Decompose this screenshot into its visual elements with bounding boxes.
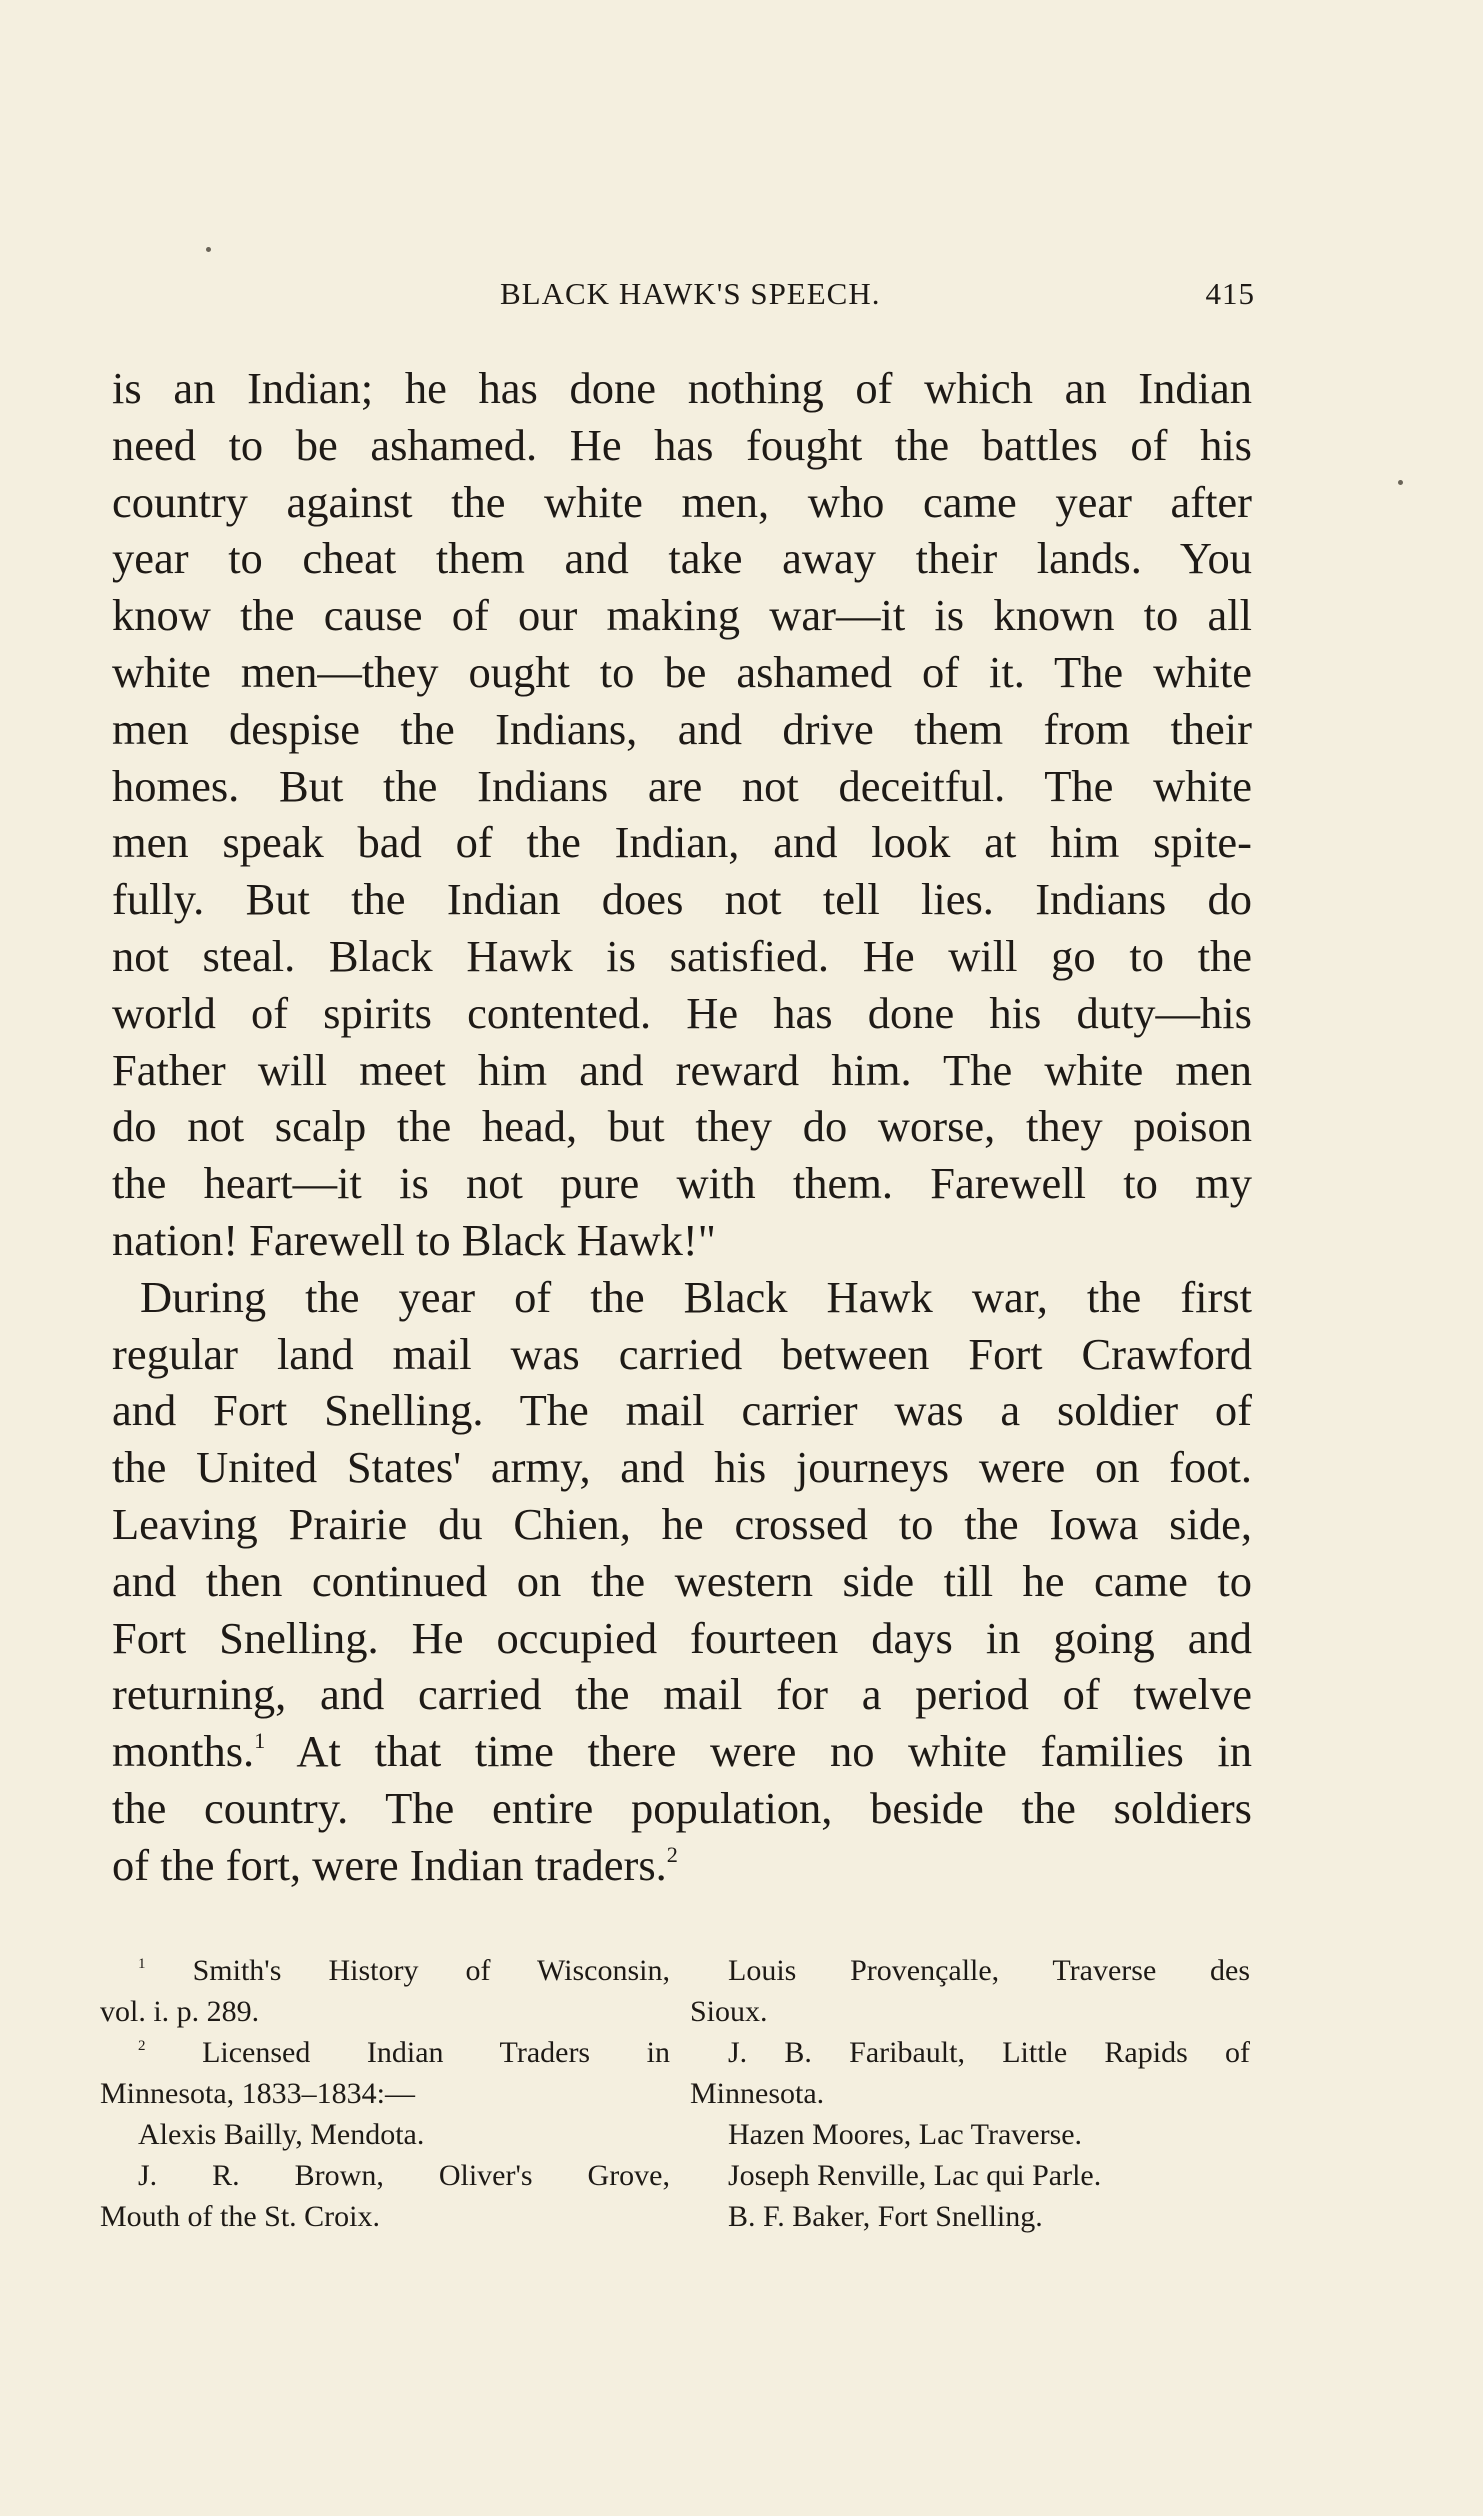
footnote-line: Hazen Moores, Lac Traverse. (728, 2118, 1083, 2151)
text-line: men speak bad of the Indian, and look at him spite- (112, 817, 1252, 868)
text-line: country against the white men, who came year after (112, 476, 1252, 527)
footnote-line: J. B. Faribault, Little Rapids of (728, 2036, 1250, 2069)
text-segment: of the fort, were Indian traders. (112, 1839, 667, 1890)
text-line-with-footnote (112, 1837, 1252, 1894)
text-line: and then continued on the western side till he came to (112, 1555, 1252, 1606)
text-line: nation! Farewell to Black Hawk!" (112, 1214, 716, 1265)
footnote-line: vol. i. p. 289. (100, 1995, 260, 2028)
text-segment: At that time there were no white families in (296, 1726, 1252, 1777)
text-line: fully. But the Indian does not tell lies. Indians do (112, 874, 1252, 925)
footnote-line: Alexis Bailly, Mendota. (138, 2118, 425, 2151)
footnotes-right-column (690, 1950, 1250, 2237)
text-line: year to cheat them and take away their lands. You (112, 533, 1252, 584)
footnotes-left-column (100, 1950, 670, 2237)
body-text (112, 360, 1252, 1894)
text-line: need to be ashamed. He has fought the battles of his (112, 419, 1252, 470)
text-line: do not scalp the head, but they do worse, they poison (112, 1101, 1252, 1152)
footnote-line (100, 2032, 670, 2073)
text-line: men despise the Indians, and drive them from their (112, 703, 1252, 754)
text-line: Father will meet him and reward him. The white men (112, 1044, 1252, 1095)
text-line: returning, and carried the mail for a period of twelve (112, 1669, 1252, 1720)
text-line: world of spirits contented. He has done his duty—his (112, 987, 1252, 1038)
running-title: BLACK HAWK'S SPEECH. (500, 276, 881, 311)
footnote-text: Licensed Indian Traders in (202, 2036, 670, 2069)
footnote-line: Minnesota, 1833–1834:— (100, 2077, 415, 2110)
running-header (500, 276, 1255, 316)
footnote-line: Sioux. (690, 1995, 768, 2028)
footnote-line: J. R. Brown, Oliver's Grove, (138, 2159, 670, 2192)
footnote-marker-1: 1 (138, 1956, 146, 1972)
text-segment: months. (112, 1726, 255, 1777)
text-line: regular land mail was carried between Fort Crawford (112, 1328, 1252, 1379)
text-line: the heart—it is not pure with them. Farewell to my (112, 1158, 1252, 1209)
text-line: During the year of the Black Hawk war, the first (140, 1271, 1252, 1322)
footnote-ref-1: 1 (254, 1728, 266, 1754)
footnote-text: Smith's History of Wisconsin, (192, 1954, 671, 1987)
text-line: and Fort Snelling. The mail carrier was a soldier of (112, 1385, 1252, 1436)
text-line: the country. The entire population, beside the soldiers (112, 1782, 1252, 1833)
footnote-marker-2: 2 (138, 2038, 146, 2054)
footnote-line: B. F. Baker, Fort Snelling. (728, 2200, 1043, 2233)
footnote-line: Mouth of the St. Croix. (100, 2200, 381, 2233)
footnote-line: Joseph Renville, Lac qui Parle. (728, 2159, 1102, 2192)
paper-speck (1398, 480, 1403, 485)
paper-speck (206, 247, 211, 252)
text-line: not steal. Black Hawk is satisfied. He will go to the (112, 930, 1252, 981)
text-line: Fort Snelling. He occupied fourteen days in going and (112, 1612, 1252, 1663)
footnote-line: Minnesota. (690, 2077, 825, 2110)
text-line: homes. But the Indians are not deceitful. The white (112, 760, 1252, 811)
text-line-with-footnote (112, 1723, 1252, 1780)
text-line: Leaving Prairie du Chien, he crossed to the Iowa side, (112, 1498, 1252, 1549)
page-number: 415 (1205, 276, 1255, 311)
footnote-line: Louis Provençalle, Traverse des (728, 1954, 1250, 1987)
text-line: know the cause of our making war—it is known to all (112, 590, 1252, 641)
footnote-ref-2: 2 (666, 1841, 678, 1867)
text-line: the United States' army, and his journeys were on foot. (112, 1442, 1252, 1493)
text-line: white men—they ought to be ashamed of it. The white (112, 646, 1252, 697)
text-line: is an Indian; he has done nothing of which an Indian (112, 363, 1252, 413)
footnote-line (100, 1950, 670, 1991)
